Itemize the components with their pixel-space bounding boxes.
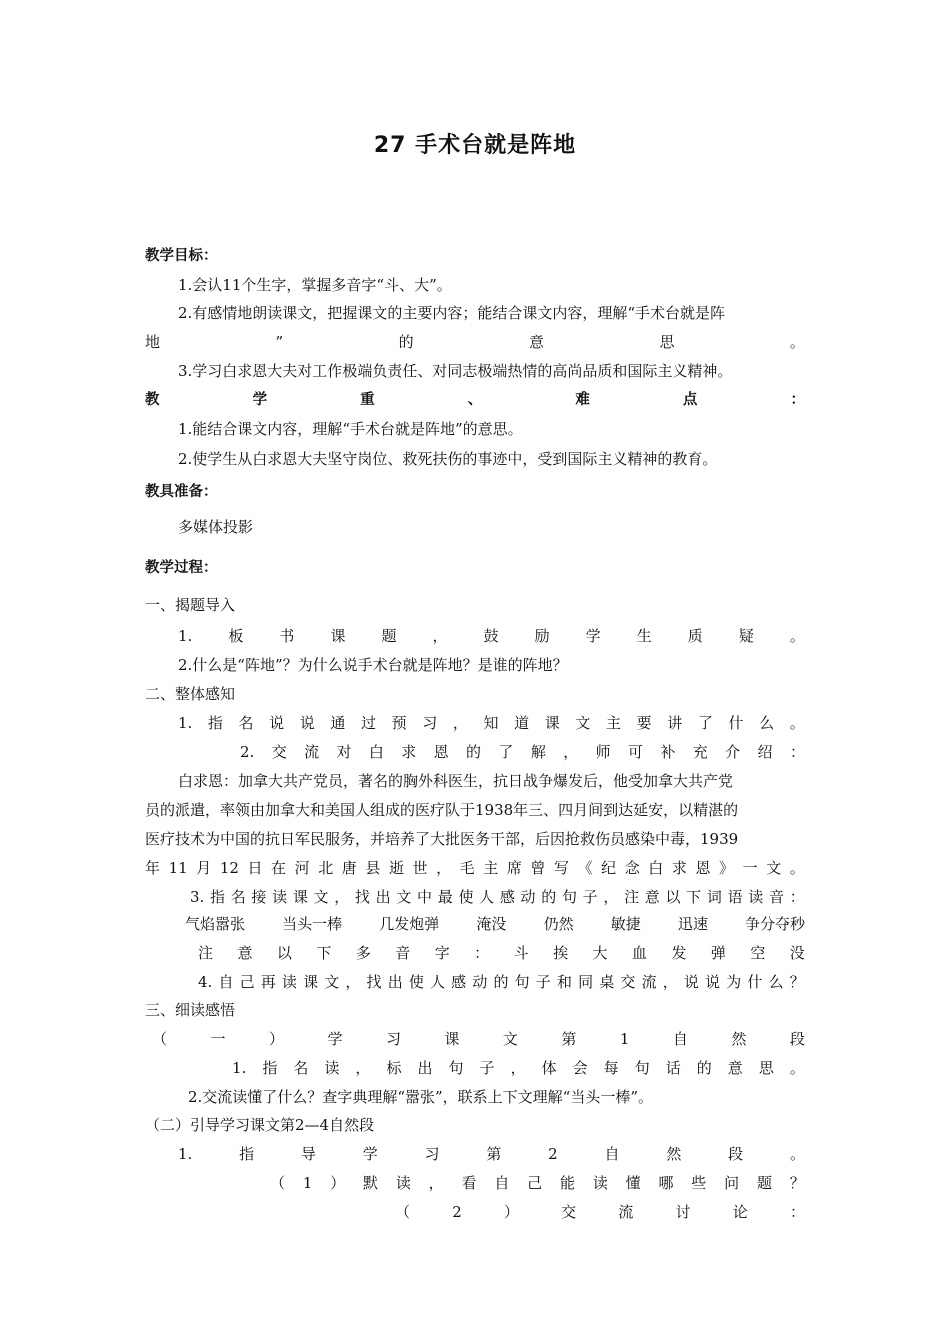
text-segment: ，: [345, 973, 361, 991]
text-segment: ，: [510, 1059, 526, 1077]
text-segment: 能: [559, 1174, 575, 1192]
text-segment: 疑: [738, 627, 754, 645]
key-point-item-1: 1.能结合课文内容，理解“手术台就是阵地”的意思。: [178, 420, 523, 438]
text-segment: 找: [366, 973, 382, 991]
text-segment: 说: [269, 714, 285, 732]
text-segment: 然: [666, 1145, 682, 1163]
text-segment: 的: [541, 888, 557, 906]
text-segment: 流: [304, 743, 320, 761]
text-segment: 、: [467, 392, 483, 408]
s2-item-3: [190, 886, 805, 908]
text-segment: 板: [228, 627, 244, 645]
s3-p1-item-1: [232, 1057, 805, 1079]
text-segment: 己: [527, 1174, 543, 1192]
text-segment: 题: [756, 1174, 772, 1192]
text-segment: 以: [276, 944, 292, 962]
text-segment: ）: [503, 1203, 519, 1221]
key-point-item-2: 2.使学生从白求恩大夫坚守岗位、救死扶伤的事迹中，受到国际主义精神的教育。: [178, 450, 718, 468]
text-segment: 找: [354, 888, 370, 906]
text-segment: （: [270, 1174, 286, 1192]
text-segment: 弹: [710, 944, 726, 962]
text-segment: ：: [789, 1203, 805, 1221]
text-segment: 北: [318, 859, 334, 877]
text-segment: （: [152, 1030, 168, 1048]
text-segment: ？: [789, 1174, 805, 1192]
text-segment: 励: [534, 627, 550, 645]
text-segment: 席: [506, 859, 522, 877]
text-segment: 么: [768, 973, 784, 991]
objective-item-3: 3.学习白求恩大夫对工作极端负责任、对同志极端热情的高尚品质和国际主义精神。: [178, 362, 733, 380]
text-segment: 什: [728, 714, 744, 732]
text-segment: 名: [293, 1059, 309, 1077]
text-segment: 感: [451, 973, 467, 991]
text-segment: 自: [494, 1174, 510, 1192]
text-segment: ，: [603, 888, 619, 906]
text-segment: 一: [742, 859, 758, 877]
text-segment: 默: [363, 1174, 379, 1192]
s2-item-2: [240, 741, 805, 763]
text-segment: 没: [789, 944, 805, 962]
text-segment: 题: [381, 627, 397, 645]
key-points-heading: [145, 389, 805, 411]
text-segment: 念: [624, 859, 640, 877]
text-segment: ，: [436, 859, 452, 877]
text-segment: 河: [294, 859, 310, 877]
s1-item-1: [178, 625, 805, 647]
text-segment: 段: [789, 1030, 805, 1048]
text-segment: 子: [535, 973, 551, 991]
text-segment: 月: [196, 859, 212, 877]
text-segment: 词: [706, 888, 722, 906]
text-segment: 问: [724, 1174, 740, 1192]
text-segment: 求: [671, 859, 687, 877]
text-segment: 白: [648, 859, 664, 877]
text-segment: 。: [789, 714, 805, 732]
text-segment: 鼓: [483, 627, 499, 645]
s1-item-2: 2.什么是“阵地”？为什么说手术台就是阵地？是谁的阵地？: [178, 656, 568, 674]
text-segment: 4.: [198, 973, 213, 991]
text-segment: 淹没: [476, 915, 507, 933]
text-segment: 文: [396, 888, 412, 906]
text-segment: 读: [324, 1059, 340, 1077]
text-segment: 学: [362, 1145, 378, 1163]
text-segment: 思: [659, 333, 675, 351]
text-segment: 纪: [601, 859, 617, 877]
text-segment: 思: [758, 1059, 774, 1077]
s2-bio-line-2: 员的派遣，率领由加拿大和美国人组成的医疗队于1938年三、四月间到达延安，以精湛的: [145, 801, 739, 819]
text-segment: 毛: [459, 859, 475, 877]
text-segment: 流: [641, 973, 657, 991]
text-segment: 血: [631, 944, 647, 962]
text-segment: 意: [237, 944, 253, 962]
text-segment: 课: [544, 714, 560, 732]
text-segment: 发: [671, 944, 687, 962]
text-segment: 习: [422, 714, 438, 732]
text-segment: 己: [239, 973, 255, 991]
text-segment: 书: [279, 627, 295, 645]
text-segment: 曾: [530, 859, 546, 877]
page-title: 27 手术台就是阵地: [373, 133, 577, 158]
text-segment: 出: [417, 1059, 433, 1077]
s3-p2-sub-2: [395, 1201, 805, 1223]
text-segment: 主: [606, 714, 622, 732]
text-segment: 点: [682, 392, 698, 408]
s2-bio-line-3: 医疗技术为中国的抗日军民服务，并培养了大批医务干部，后因抢救伤员感染中毒，1939: [145, 830, 739, 848]
text-segment: 主: [483, 859, 499, 877]
text-segment: 预: [391, 714, 407, 732]
text-segment: 人: [479, 888, 495, 906]
text-segment: 指: [207, 714, 223, 732]
text-segment: 读: [395, 1174, 411, 1192]
text-segment: 段: [728, 1145, 744, 1163]
text-segment: 质: [687, 627, 703, 645]
text-segment: 名: [230, 888, 246, 906]
text-segment: 绍: [757, 743, 773, 761]
objective-item-1: 1.会认11个生字，掌握多音字“斗、大”。: [178, 276, 452, 294]
text-segment: 学: [252, 392, 268, 408]
text-segment: 体: [541, 1059, 557, 1077]
text-segment: ？: [789, 973, 805, 991]
text-segment: 最: [437, 888, 453, 906]
text-segment: 意: [529, 333, 545, 351]
text-segment: 通: [330, 714, 346, 732]
text-segment: 桌: [599, 973, 615, 991]
text-segment: ，: [563, 743, 579, 761]
text-segment: 的: [696, 1059, 712, 1077]
text-segment: 为: [726, 973, 742, 991]
text-segment: 的: [466, 743, 482, 761]
text-segment: ，: [452, 714, 468, 732]
text-segment: 解: [530, 743, 546, 761]
text-segment: 世: [412, 859, 428, 877]
text-segment: ，: [355, 1059, 371, 1077]
text-segment: 习: [385, 1030, 401, 1048]
text-segment: 使: [458, 888, 474, 906]
text-segment: ，: [334, 888, 350, 906]
text-segment: 看: [461, 1174, 477, 1192]
text-segment: 教: [145, 392, 160, 408]
text-segment: 县: [365, 859, 381, 877]
text-segment: 。: [789, 859, 805, 877]
text-segment: 1: [302, 1174, 313, 1192]
text-segment: 迅速: [677, 915, 708, 933]
text-segment: 指: [262, 1059, 278, 1077]
text-segment: 当头一棒: [282, 915, 343, 933]
objective-item-2-cont: [145, 331, 805, 353]
text-segment: 知: [483, 714, 499, 732]
text-segment: 句: [561, 888, 577, 906]
text-segment: 几发炮弹: [379, 915, 440, 933]
text-segment: 在: [271, 859, 287, 877]
text-segment: 争分夺秒: [744, 915, 805, 933]
text-segment: 地: [145, 333, 161, 351]
text-segment: 。: [789, 1059, 805, 1077]
text-segment: 读: [281, 973, 297, 991]
text-segment: 读: [272, 888, 288, 906]
text-segment: 白: [368, 743, 384, 761]
objectives-heading: 教学目标：: [145, 248, 218, 264]
text-segment: 讨: [675, 1203, 691, 1221]
section-1-title: 一、揭题导入: [145, 596, 236, 614]
text-segment: 读: [592, 1174, 608, 1192]
text-segment: 句: [448, 1059, 464, 1077]
text-segment: 对: [336, 743, 352, 761]
text-segment: 重: [360, 392, 375, 408]
text-segment: 论: [732, 1203, 748, 1221]
text-segment: 什: [747, 973, 763, 991]
text-segment: 使: [408, 973, 424, 991]
text-segment: 自: [672, 1030, 688, 1048]
text-segment: 1: [619, 1030, 630, 1048]
text-segment: 充: [692, 743, 708, 761]
text-segment: 每: [603, 1059, 619, 1077]
text-segment: ，: [662, 973, 678, 991]
text-segment: 注: [198, 944, 214, 962]
s2-bio-line-4: [145, 857, 805, 879]
text-segment: ，: [428, 1174, 444, 1192]
text-segment: 哪: [658, 1174, 674, 1192]
s2-word-list: [185, 913, 805, 935]
text-segment: 交: [561, 1203, 577, 1221]
text-segment: ：: [474, 944, 490, 962]
text-segment: 出: [375, 888, 391, 906]
text-segment: 多: [355, 944, 371, 962]
text-segment: 11: [168, 859, 188, 877]
text-segment: 指: [239, 1145, 255, 1163]
text-segment: 逝: [388, 859, 404, 877]
text-segment: 2: [452, 1203, 462, 1221]
text-segment: 2: [548, 1145, 558, 1163]
text-segment: 补: [660, 743, 676, 761]
text-segment: 动: [472, 973, 488, 991]
text-segment: 第: [561, 1030, 577, 1048]
text-segment: 说: [705, 973, 721, 991]
text-segment: 文: [575, 714, 591, 732]
text-segment: 字: [434, 944, 450, 962]
text-segment: 些: [691, 1174, 707, 1192]
s2-item-1: [178, 712, 805, 734]
text-segment: 下: [686, 888, 702, 906]
text-segment: 了: [498, 743, 514, 761]
text-segment: 学: [585, 627, 601, 645]
text-segment: 唐: [341, 859, 357, 877]
text-segment: ）: [268, 1030, 284, 1048]
section-3-title: 三、细读感悟: [145, 1001, 236, 1019]
text-segment: 》: [719, 859, 735, 877]
text-segment: 音: [768, 888, 784, 906]
text-segment: 仍然: [543, 915, 574, 933]
text-segment: 。: [789, 1145, 805, 1163]
text-segment: 意: [644, 888, 660, 906]
text-segment: 流: [618, 1203, 634, 1221]
text-segment: 文: [502, 1030, 518, 1048]
text-segment: 交: [620, 973, 636, 991]
text-segment: 语: [727, 888, 743, 906]
text-segment: 恩: [433, 743, 449, 761]
text-segment: 3.: [190, 888, 205, 906]
text-segment: 空: [750, 944, 766, 962]
text-segment: 课: [292, 888, 308, 906]
objective-item-2: 2.有感情地朗读课文，把握课文的主要内容；能结合课文内容，理解“手术台就是阵: [178, 304, 725, 322]
text-segment: 了: [697, 714, 713, 732]
text-segment: 介: [725, 743, 741, 761]
s3-p2-sub-1: [270, 1172, 805, 1194]
text-segment: 生: [636, 627, 652, 645]
text-segment: 话: [665, 1059, 681, 1077]
text-segment: 2.: [240, 743, 255, 761]
text-segment: 课: [303, 973, 319, 991]
text-segment: 学: [327, 1030, 343, 1048]
text-segment: 动: [520, 888, 536, 906]
text-segment: 师: [595, 743, 611, 761]
text-segment: 以: [665, 888, 681, 906]
text-segment: 气焰嚣张: [185, 915, 246, 933]
text-segment: 道: [514, 714, 530, 732]
text-segment: 子: [479, 1059, 495, 1077]
text-segment: 下: [316, 944, 332, 962]
text-segment: 自: [604, 1145, 620, 1163]
text-segment: 文: [766, 859, 782, 877]
text-segment: 的: [493, 973, 509, 991]
text-segment: 导: [300, 1145, 316, 1163]
text-segment: 指: [210, 888, 226, 906]
process-heading: 教学过程：: [145, 560, 218, 576]
text-segment: 意: [727, 1059, 743, 1077]
text-segment: ”: [275, 333, 284, 351]
text-segment: 要: [636, 714, 652, 732]
text-segment: 句: [634, 1059, 650, 1077]
text-segment: 出: [387, 973, 403, 991]
text-segment: 敏捷: [610, 915, 641, 933]
text-segment: 日: [247, 859, 263, 877]
text-segment: 会: [572, 1059, 588, 1077]
text-segment: 自: [218, 973, 234, 991]
text-segment: 第: [486, 1145, 502, 1163]
text-segment: 文: [313, 888, 329, 906]
text-segment: 写: [553, 859, 569, 877]
text-segment: ：: [789, 743, 805, 761]
text-segment: 挨: [553, 944, 569, 962]
text-segment: 子: [582, 888, 598, 906]
text-segment: 文: [324, 973, 340, 991]
text-segment: 难: [575, 392, 590, 408]
s3-p2-item-1: [178, 1143, 805, 1165]
text-segment: 一: [210, 1030, 226, 1048]
text-segment: 1.: [178, 627, 193, 645]
s2-polyphonic-list: [198, 942, 805, 964]
text-segment: ）: [330, 1174, 346, 1192]
text-segment: 恩: [695, 859, 711, 877]
text-segment: 说: [683, 973, 699, 991]
text-segment: 课: [330, 627, 346, 645]
text-segment: 1.: [178, 714, 193, 732]
text-segment: 名: [238, 714, 254, 732]
text-segment: 交: [271, 743, 287, 761]
text-segment: ：: [789, 888, 805, 906]
text-segment: 再: [260, 973, 276, 991]
text-segment: ：: [790, 392, 805, 408]
text-segment: 说: [299, 714, 315, 732]
text-segment: 《: [577, 859, 593, 877]
text-segment: ，: [432, 627, 448, 645]
text-segment: 同: [578, 973, 594, 991]
text-segment: （: [395, 1203, 411, 1221]
text-segment: 斗: [513, 944, 529, 962]
text-segment: 懂: [625, 1174, 641, 1192]
text-segment: 求: [401, 743, 417, 761]
materials-heading: 教具准备：: [145, 484, 218, 500]
text-segment: 12: [219, 859, 239, 877]
text-segment: 1.: [178, 1145, 193, 1163]
text-segment: 大: [592, 944, 608, 962]
text-segment: 年: [145, 859, 161, 877]
text-segment: 接: [251, 888, 267, 906]
text-segment: 可: [627, 743, 643, 761]
text-segment: 注: [624, 888, 640, 906]
text-segment: 的: [398, 333, 414, 351]
section-2-title: 二、整体感知: [145, 685, 236, 703]
s2-item-4: [198, 971, 805, 993]
text-segment: 然: [731, 1030, 747, 1048]
materials-content: 多媒体投影: [178, 518, 254, 536]
text-segment: 课: [444, 1030, 460, 1048]
text-segment: 和: [556, 973, 572, 991]
text-segment: 人: [430, 973, 446, 991]
text-segment: 感: [499, 888, 515, 906]
text-segment: 。: [789, 333, 805, 351]
s2-bio-line-1: 白求恩：加拿大共产党员，著名的胸外科医生，抗日战争爆发后，他受加拿大共产党: [178, 772, 734, 790]
text-segment: 读: [748, 888, 764, 906]
text-segment: 么: [759, 714, 775, 732]
text-segment: 过: [361, 714, 377, 732]
text-segment: 。: [789, 627, 805, 645]
s3-p1-item-2: 2.交流读懂了什么？查字典理解“嚣张”，联系上下文理解“当头一棒”。: [188, 1088, 653, 1106]
text-segment: 标: [386, 1059, 402, 1077]
text-segment: 讲: [667, 714, 683, 732]
text-segment: 1.: [232, 1059, 247, 1077]
text-segment: 句: [514, 973, 530, 991]
text-segment: 习: [424, 1145, 440, 1163]
text-segment: 音: [395, 944, 411, 962]
s3-part-1-title: [152, 1028, 805, 1050]
text-segment: 中: [417, 888, 433, 906]
s3-part-2-title: （二）引导学习课文第2—4自然段: [145, 1116, 375, 1134]
